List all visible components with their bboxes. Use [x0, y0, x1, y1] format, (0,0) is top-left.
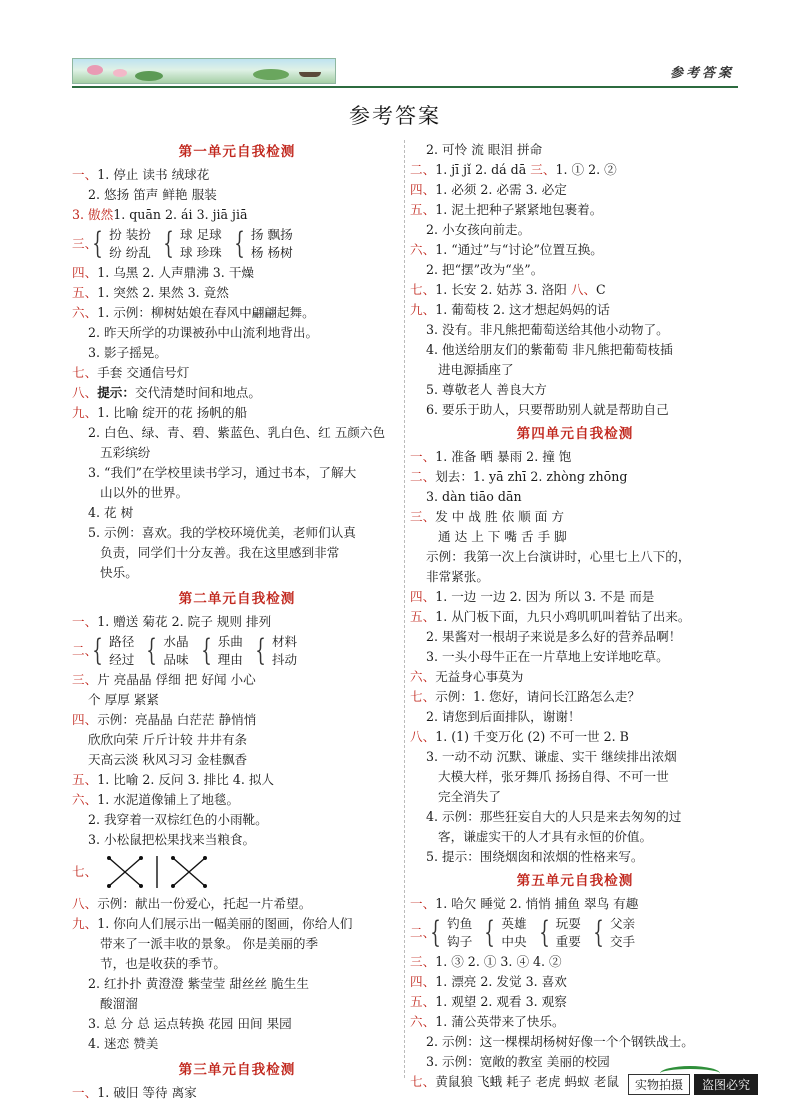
answer-line	[410, 180, 740, 200]
answer-line	[410, 200, 740, 220]
unit1-heading: 第一单元自我检测	[178, 144, 296, 160]
answer-group	[72, 633, 402, 669]
answer-text: 八、	[410, 729, 436, 744]
answer-line: 客，谦虚实干的人才具有永恒的价值。	[438, 829, 653, 844]
answer-text: 三、	[530, 162, 556, 177]
answer-line: 进电源插座了	[438, 362, 514, 377]
answer-text: 1. 蒲公英带来了快乐。	[435, 1014, 565, 1029]
answer-text: 1. 泥土把种子紧紧地包裹着。	[435, 202, 603, 217]
answer-text: 父亲	[609, 916, 636, 931]
brace-group: { 乐曲 理由	[200, 633, 243, 668]
answer-line: 2. 我穿着一双棕红色的小雨靴。	[88, 812, 268, 827]
answer-text: 六、	[72, 792, 98, 807]
answer-line: 酸溜溜	[100, 996, 138, 1011]
answer-line: 3. 一动不动 沉默、谦虚、实干 继续排出浓烟	[426, 749, 677, 764]
answer-line	[72, 1083, 402, 1103]
answer-line	[410, 587, 740, 607]
answer-text: 五、	[410, 609, 436, 624]
answer-text: 三、	[72, 672, 98, 687]
answer-line: 2. 请您到后面排队，谢谢！	[426, 709, 581, 724]
answer-text: 六、	[410, 669, 436, 684]
answer-line	[410, 280, 740, 300]
answer-line	[410, 972, 740, 992]
answer-line: 4. 他送给朋友们的紫葡萄 非凡熊把葡萄枝插	[426, 342, 673, 357]
answer-text: 二、	[410, 162, 436, 177]
answer-text: 示例：1. 您好，请问长江路怎么走？	[435, 689, 641, 704]
answer-text: 片 亮晶晶 俘细 把 好闻 小心	[97, 672, 256, 687]
answer-text: 1. 从门板下面，九只小鸡叽叽叫着钻了出来。	[435, 609, 691, 624]
answer-line: 五彩缤纷	[100, 445, 151, 460]
answer-text: 一、	[410, 896, 436, 911]
answer-line	[72, 790, 402, 810]
answer-line	[410, 667, 740, 687]
brace-group: { 水晶 品味	[146, 633, 189, 668]
answer-text: 品味	[163, 652, 189, 667]
lotus-leaf	[135, 71, 163, 81]
answer-text: 1. 乌黑 2. 人声鼎沸 3. 干燥	[97, 265, 255, 280]
answer-text: 交代清楚时间和地点。	[134, 385, 261, 400]
answer-text: 经过	[109, 652, 135, 667]
answer-text: 四、	[410, 589, 436, 604]
answer-line: 2. 示例：这一棵棵胡杨树好像一个个钢铁战士。	[426, 1034, 694, 1049]
answer-line	[410, 687, 740, 707]
answer-line	[410, 992, 740, 1012]
brace-group: { 路径 经过	[92, 633, 135, 668]
answer-group	[410, 915, 740, 951]
answer-line	[410, 447, 740, 467]
answer-line: 2. 红扑扑 黄澄澄 紫莹莹 甜丝丝 脆生生	[88, 976, 309, 991]
answer-text: 杨 杨树	[250, 245, 293, 260]
answer-line: 山以外的世界。	[100, 485, 189, 500]
answer-text: 材料	[271, 634, 298, 649]
answer-text: 四、	[410, 974, 436, 989]
answer-line: 2. 白色、绿、青、碧、紫蓝色、乳白色、红 五颜六色	[88, 425, 386, 440]
answer-line	[72, 205, 402, 225]
answer-text: 3. 傲然	[72, 207, 114, 222]
answer-text: 1. yā zhī 2. zhòng zhōng	[472, 469, 628, 484]
answer-line: 非常紧张。	[426, 569, 489, 584]
answer-text: 三、	[410, 954, 436, 969]
lotus-leaf	[253, 69, 289, 80]
unit3-heading: 第三单元自我检测	[178, 1062, 296, 1078]
brace-group: { 钓鱼 钩子	[430, 915, 473, 950]
answer-text: 九、	[410, 302, 436, 317]
answer-text: 钩子	[447, 934, 473, 949]
answer-text: 四、	[72, 265, 98, 280]
answer-text: 九、	[72, 405, 98, 420]
header-banner-image	[72, 58, 336, 84]
answer-text: 扮 装扮	[109, 227, 151, 242]
answer-text: 1. 你向人们展示出一幅美丽的图画，你给人们	[97, 916, 353, 931]
answer-text: 抖动	[271, 652, 298, 667]
answer-text: 1. 漂亮 2. 发觉 3. 喜欢	[435, 974, 567, 989]
right-column	[410, 140, 740, 1092]
answer-text: 1. 比喻 绽开的花 扬帆的船	[97, 405, 248, 420]
brace-group: { 扮 装扮 纷 纷乱	[92, 226, 151, 261]
answer-line	[410, 1012, 740, 1032]
answer-text: 1. jī jǐ 2. dá dā	[435, 162, 527, 177]
answer-line	[410, 507, 740, 527]
answer-text: 1. 一边 一边 2. 因为 所以 3. 不是 而是	[435, 589, 655, 604]
answer-text: 五、	[72, 772, 98, 787]
answer-text: 九、	[72, 916, 98, 931]
answer-text: 三、	[410, 509, 436, 524]
answer-text: 一、	[72, 1085, 98, 1100]
answer-line: 3. “我们”在学校里读书学习，通过书本，了解大	[88, 465, 357, 480]
answer-line: 2. 昨天所学的功课被孙中山流利地背出。	[88, 325, 319, 340]
unit5-heading: 第五单元自我检测	[516, 873, 634, 889]
answer-text: 七、	[410, 1074, 436, 1089]
answer-line: 5. 提示：围绕烟囱和浓烟的性格来写。	[426, 849, 644, 864]
answer-text: 1. 哈欠 睡觉 2. 悄悄 捕鱼 翠鸟 有趣	[435, 896, 639, 911]
answer-line: 2. 果酱对一根胡子来说是多么好的营养品啊！	[426, 629, 682, 644]
answer-text: 五、	[410, 994, 436, 1009]
answer-text: 八、	[570, 282, 597, 297]
answer-text: 四、	[72, 712, 98, 727]
answer-line: 欣欣向荣 斤斤计较 井井有条	[88, 732, 248, 747]
answer-text: 二、	[410, 469, 436, 484]
answer-line	[410, 240, 740, 260]
answer-text: 一、	[72, 167, 98, 182]
answer-text: 示例：献出一份爱心，托起一片希望。	[97, 896, 312, 911]
answer-text: 1. 长安 2. 姑苏 3. 洛阳	[435, 282, 567, 297]
answer-group	[72, 226, 402, 262]
answer-line: 3. 没有。非凡熊把葡萄送给其他小动物了。	[426, 322, 669, 337]
answer-line: 节，也是收获的季节。	[100, 956, 226, 971]
answer-text: 球 珍珠	[179, 245, 222, 260]
answer-text: 六、	[410, 1014, 436, 1029]
answer-text: 1. 准备 晒 暴雨 2. 撞 饱	[435, 449, 572, 464]
brace-group: { 玩耍 重要	[538, 915, 581, 950]
answer-text: 1. 停止 读书 绒球花	[97, 167, 210, 182]
answer-text: 六、	[410, 242, 436, 257]
brace-group: { 球 足球 球 珍珠	[163, 226, 222, 261]
answer-line	[410, 607, 740, 627]
answer-line: 2. 悠扬 笛声 鲜艳 服装	[88, 187, 217, 202]
answer-line	[72, 670, 402, 690]
answer-text: 八、	[72, 896, 98, 911]
answer-text: 七、	[72, 864, 98, 879]
answer-text: 示例：亮晶晶 白茫茫 静悄悄	[97, 712, 257, 727]
answer-line	[72, 612, 402, 632]
answer-text: 提示：	[97, 385, 135, 400]
answer-line	[72, 894, 402, 914]
answer-line: 3. 示例：宽敞的教室 美丽的校园	[426, 1054, 610, 1069]
unit2-heading: 第二单元自我检测	[178, 591, 296, 607]
answer-text: 划去：	[435, 469, 473, 484]
answer-text: 1. 赠送 菊花 2. 院子 规则 排列	[97, 614, 272, 629]
answer-text: 一、	[72, 614, 98, 629]
answer-text: 五、	[410, 202, 436, 217]
answer-text: 球 足球	[179, 227, 222, 242]
answer-line: 2. 把“摆”改为“坐”。	[426, 262, 544, 277]
answer-text: 扬 飘扬	[250, 227, 293, 242]
answer-text: 钓鱼	[447, 916, 473, 931]
answer-text: 一、	[410, 449, 436, 464]
answer-line: 快乐。	[100, 565, 138, 580]
answer-text: 二、	[410, 925, 436, 940]
answer-text: 手套 交通信号灯	[97, 365, 190, 380]
matching-diagram	[72, 852, 402, 892]
answer-text: 1. 观望 2. 观看 3. 观察	[435, 994, 567, 1009]
answer-line	[72, 710, 402, 730]
answer-text: 五、	[72, 285, 98, 300]
answer-line: 通 达 上 下 嘴 舌 手 脚	[438, 529, 567, 544]
header-rule	[72, 86, 738, 88]
answer-line: 完全消失了	[438, 789, 501, 804]
column-divider	[404, 140, 405, 1078]
answer-line: 3. 小松鼠把松果找来当粮食。	[88, 832, 256, 847]
answer-line: 2. 可怜 流 眼泪 拼命	[426, 142, 543, 157]
answer-text: 英雄	[501, 916, 527, 931]
answer-line: 3. dàn tiāo dān	[426, 489, 522, 504]
footer-left-tag: 实物拍摄	[628, 1074, 690, 1095]
answer-text: 八、	[72, 385, 98, 400]
answer-line: 大模大样，张牙舞爪 扬扬自得、不可一世	[438, 769, 669, 784]
page-title: 参考答案	[349, 104, 441, 128]
answer-line	[410, 300, 740, 320]
answer-text: 路径	[109, 634, 135, 649]
answer-text: 1. 比喻 2. 反问 3. 排比 4. 拟人	[97, 772, 275, 787]
answer-line	[410, 727, 740, 747]
answer-text: 1. 葡萄枝 2. 这才想起妈妈的话	[435, 302, 610, 317]
brace-group: { 父亲 交手	[593, 915, 636, 950]
cross-lines-icon	[101, 852, 221, 892]
answer-text: 玩耍	[555, 916, 581, 931]
answer-line	[72, 770, 402, 790]
answer-line	[72, 383, 402, 403]
answer-text: 重要	[555, 934, 581, 949]
answer-text: 1. ③ 2. ① 3. ④ 4. ②	[435, 954, 562, 969]
lotus-flower	[87, 65, 103, 75]
boat	[299, 72, 321, 77]
left-column	[72, 140, 402, 1103]
answer-text: 中央	[501, 934, 527, 949]
answer-line	[72, 363, 402, 383]
answer-line: 带来了一派丰收的景象。 你是美丽的季	[100, 936, 319, 951]
answer-text: 理由	[217, 652, 243, 667]
answer-text: 七、	[72, 365, 98, 380]
answer-line	[410, 160, 740, 180]
brace-group: { 扬 飘扬 杨 杨树	[234, 226, 293, 261]
footer-right-tag: 盗图必究	[694, 1074, 758, 1095]
answer-text: 二、	[72, 643, 98, 658]
answer-text: 水晶	[163, 634, 189, 649]
answer-line: 2. 小女孩向前走。	[426, 222, 531, 237]
answer-line: 4. 花 树	[88, 505, 134, 520]
answer-line: 3. 一头小母牛正在一片草地上安详地吃草。	[426, 649, 669, 664]
answer-line	[72, 303, 402, 323]
answer-text: 三、	[72, 236, 98, 251]
answer-line	[72, 263, 402, 283]
answer-text: 四、	[410, 182, 436, 197]
watermark-footer	[628, 1073, 758, 1095]
answer-line: 3. 影子摇晃。	[88, 345, 167, 360]
answer-text: 1. 必须 2. 必需 3. 必定	[435, 182, 567, 197]
answer-line: 5. 尊敬老人 善良大方	[426, 382, 547, 397]
answer-text: 纷 纷乱	[109, 245, 151, 260]
answer-line: 天高云淡 秋风习习 金桂飘香	[88, 752, 248, 767]
answer-line	[72, 403, 402, 423]
header-label: 参考答案	[669, 66, 734, 81]
brace-group: { 材料 抖动	[255, 633, 298, 668]
answer-text: 交手	[609, 934, 636, 949]
answer-text: 七、	[410, 282, 436, 297]
answer-text: 1. 水泥道像铺上了地毯。	[97, 792, 240, 807]
answer-text: C	[596, 282, 606, 297]
answer-line: 6. 要乐于助人，只要帮助别人就是帮助自己	[426, 402, 669, 417]
answer-text: 1. 示例：柳树姑娘在春风中翩翩起舞。	[97, 305, 315, 320]
answer-line: 个 厚厚 紧紧	[88, 692, 159, 707]
answer-line: 5. 示例：喜欢。我的学校环境优美，老师们认真	[88, 525, 356, 540]
answer-text: 1. (1) 千变万化 (2) 不可一世 2. B	[435, 729, 629, 744]
answer-line: 4. 示例：那些狂妄自大的人只是来去匆匆的过	[426, 809, 682, 824]
answer-line	[72, 914, 402, 934]
answer-line: 3. 总 分 总 运点转换 花园 田间 果园	[88, 1016, 292, 1031]
answer-text: 1. ① 2. ②	[555, 162, 617, 177]
answer-text: 1. 突然 2. 果然 3. 竟然	[97, 285, 229, 300]
answer-text: 乐曲	[217, 634, 243, 649]
answer-line: 4. 迷恋 赞美	[88, 1036, 159, 1051]
answer-text: 六、	[72, 305, 98, 320]
lotus-flower	[113, 69, 127, 77]
brace-group: { 英雄 中央	[484, 915, 527, 950]
answer-line: 负责，同学们十分友善。我在这里感到非常	[100, 545, 340, 560]
answer-text: 1. 破旧 等待 离家	[97, 1085, 197, 1100]
answer-text: 黄鼠狼 飞蛾 耗子 老虎 蚂蚁 老鼠	[435, 1074, 619, 1089]
answer-text: 发 中 战 胜 依 顺 面 方	[435, 509, 564, 524]
answer-text: 七、	[410, 689, 436, 704]
unit4-heading: 第四单元自我检测	[516, 426, 634, 442]
answer-line: 示例：我第一次上台演讲时，心里七上八下的，	[426, 549, 691, 564]
answer-text: 1. quān 2. ái 3. jiā jiā	[113, 207, 248, 222]
answer-line	[410, 952, 740, 972]
answer-text: 1. “通过”与“讨论”位置互换。	[435, 242, 603, 257]
answer-line	[410, 467, 740, 487]
answer-text: 无益身心事莫为	[435, 669, 524, 684]
answer-line	[410, 894, 740, 914]
answer-line	[72, 165, 402, 185]
answer-line	[72, 283, 402, 303]
